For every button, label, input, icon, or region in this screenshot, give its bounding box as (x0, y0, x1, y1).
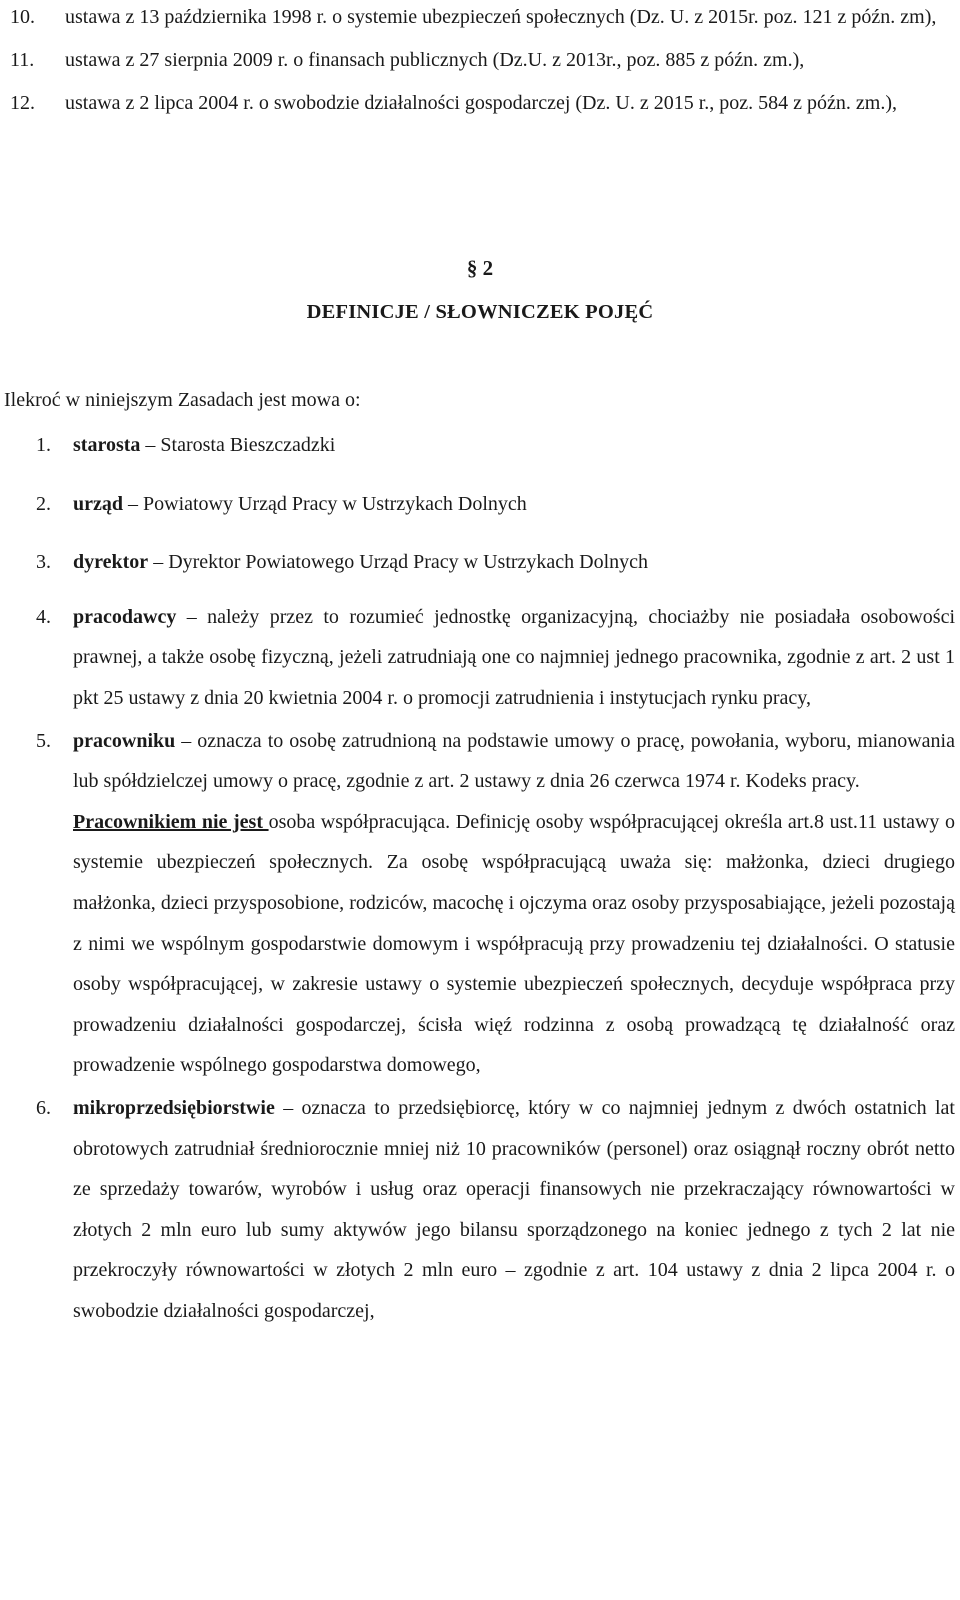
definitions-list (36, 425, 955, 1331)
definition-item (36, 721, 955, 1086)
definition-text: – Powiatowy Urząd Pracy w Ustrzykach Dolnych (123, 492, 527, 515)
definition-text: – oznacza to przedsiębiorcę, który w co najmniej jednym z dwóch ostatnich lat obrotowych zatrudniał średniorocznie mniej niż 10 pracowników (personel) oraz osiągnął roczny obrót netto ze sprzedaży towarów, wyrobów i usług oraz operacji finansowych nie przekraczający równowartości w złotych 2 mln euro lub sumy aktywów jego bilansu sporządzonego na koniec jednego z tych 2 lat nie przekroczyły równowartości w złotych 2 mln euro – zgodnie z art. 104 ustawy z dnia 2 lipca 2004 r. o swobodzie działalności gospodarczej, (73, 1096, 955, 1322)
definition-item (36, 1088, 955, 1332)
item-text: ustawa z 27 sierpnia 2009 r. o finansach publicznych (Dz.U. z 2013r., poz. 885 z późn. zm.), (65, 49, 805, 71)
definition-item (36, 542, 955, 583)
item-number: 3. (36, 551, 51, 574)
definition-text: – Starosta Bieszczadzki (140, 434, 336, 456)
item-number: 2. (36, 492, 51, 515)
definition-term: mikroprzedsiębiorstwie (73, 1096, 275, 1119)
definition-text: – należy przez to rozumieć jednostkę organizacyjną, chociażby nie posiadała osobowości prawnej, a także osobę fizyczną, jeżeli zatrudniają one co najmniej jednego pracownika, zgodnie z art. 2 ust 1 pkt 25 ustawy z dnia 20 kwietnia 2004 r. o promocji zatrudnienia i instytucjach rynku pracy, (73, 605, 955, 709)
intro-text: Ilekroć w niniejszym Zasadach jest mowa o: (4, 389, 361, 411)
definition-term: urząd (73, 492, 123, 515)
definition-note (73, 802, 955, 1086)
note-term: Pracownikiem nie jest (73, 810, 269, 833)
list-item (10, 0, 955, 39)
definition-item (36, 484, 955, 525)
definition-item (36, 597, 955, 719)
item-text: ustawa z 13 października 1998 r. o systemie ubezpieczeń społecznych (Dz. U. z 2015r. poz. 121 z późn. zm), (65, 6, 937, 28)
definition-term: dyrektor (73, 551, 149, 574)
section-heading: DEFINICJE / SŁOWNICZEK POJĘĆ (306, 301, 654, 323)
definition-text: – oznacza to osobę zatrudnioną na podstawie umowy o pracę, powołania, wyboru, mianowania lub spółdzielczej umowy o pracę, zgodnie z art. 2 ustawy z dnia 26 czerwca 1974 r. Kodeks pracy. (73, 729, 955, 793)
item-text: ustawa z 2 lipca 2004 r. o swobodzie działalności gospodarczej (Dz. U. z 2015 r., poz. 584 z późn. zm.), (65, 92, 897, 114)
item-number: 5. (36, 729, 51, 752)
item-number: 11. (10, 49, 35, 71)
legal-acts-list (10, 0, 955, 125)
item-number: 10. (10, 6, 35, 28)
list-item (10, 82, 955, 125)
definition-term: starosta (73, 434, 141, 456)
item-number: 1. (36, 434, 51, 456)
definition-text: – Dyrektor Powiatowego Urząd Pracy w Ustrzykach Dolnych (148, 551, 649, 574)
list-item (10, 39, 955, 82)
definition-item (36, 425, 955, 466)
definition-term: pracodawcy (73, 605, 177, 628)
item-number: 6. (36, 1096, 51, 1119)
item-number: 12. (10, 92, 35, 114)
note-text: osoba współpracująca. Definicję osoby współpracującej określa art.8 ust.11 ustawy o systemie ubezpieczeń społecznych. Za osobę współpracującą uważa się: małżonka, dzieci drugiego małżonka, dzieci przysposobione, rodziców, macochę i ojczyma oraz osoby przysposabiające, jeżeli pozostają z nimi we wspólnym gospodarstwie domowym i współpracują przy prowadzeniu tej działalności. O statusie osoby współpracującej, w zakresie ustawy o systemie ubezpieczeń społecznych, decyduje współpraca przy prowadzeniu działalności gospodarczej, ścisła więź rodzinna z osobą prowadzącą tę działalność oraz prowadzenie wspólnego gospodarstwa domowego, (73, 810, 955, 1077)
definition-term: pracowniku (73, 729, 176, 752)
item-number: 4. (36, 605, 51, 628)
section-number: § 2 (466, 256, 494, 280)
